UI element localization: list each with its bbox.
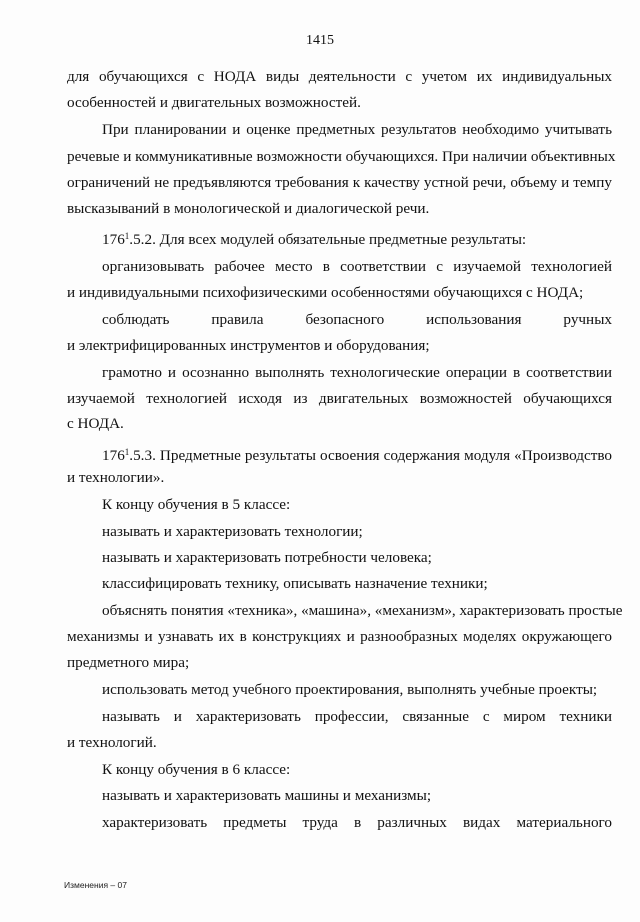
text-line: высказываний в монологической и диалогической речи.	[67, 200, 430, 217]
text-line: и электрифицированных инструментов и оборудования;	[67, 337, 430, 354]
text-line: изучаемой технологией исходя из двигательных возможностей обучающихся	[67, 390, 612, 407]
text-line: При планировании и оценке предметных результатов необходимо учитывать	[102, 121, 612, 138]
text-line: характеризовать предметы труда в различных видах материального	[102, 814, 612, 831]
section-text: .5.2. Для всех модулей обязательные предметные результаты:	[129, 231, 527, 248]
text-line: предметного мира;	[67, 654, 190, 671]
text-line: особенностей и двигательных возможностей.	[67, 94, 361, 111]
section-superscript: 1	[124, 231, 130, 241]
text-line: называть и характеризовать потребности человека;	[102, 549, 432, 566]
text-line: с НОДА.	[67, 415, 124, 432]
text-line: для обучающихся с НОДА виды деятельности с учетом их индивидуальных	[67, 68, 612, 85]
text-line: К концу обучения в 5 классе:	[102, 496, 291, 513]
section-text: .5.3. Предметные результаты освоения содержания модуля «Производство	[129, 447, 612, 464]
text-line: ограничений не предъявляются требования к качеству устной речи, объему и темпу	[67, 174, 612, 191]
text-line: соблюдать правила безопасного использования ручных	[102, 311, 612, 328]
text-line: объяснять понятия «техника», «машина», «механизм», характеризовать простые	[102, 602, 623, 619]
text-line: и технологий.	[67, 734, 157, 751]
text-line: организовывать рабочее место в соответствии с изучаемой технологией	[102, 258, 612, 275]
section-number: 176	[102, 447, 125, 464]
text-line: механизмы и узнавать их в конструкциях и разнообразных моделях окружающего	[67, 628, 612, 645]
section-heading-line	[102, 443, 612, 465]
footer-note: Изменения – 07	[64, 880, 127, 890]
text-line: грамотно и осознанно выполнять технологические операции в соответствии	[102, 364, 612, 381]
page-number: 1415	[306, 33, 334, 48]
section-number: 176	[102, 231, 125, 248]
text-line: называть и характеризовать профессии, связанные с миром техники	[102, 708, 612, 725]
text-line: речевые и коммуникативные возможности обучающихся. При наличии объективных	[67, 148, 616, 165]
text-line: называть и характеризовать технологии;	[102, 523, 363, 540]
section-heading-line	[102, 227, 612, 249]
text-line: К концу обучения в 6 классе:	[102, 761, 291, 778]
text-line: и технологии».	[67, 469, 165, 486]
section-superscript: 1	[124, 447, 130, 457]
text-line: и индивидуальными психофизическими особенностями обучающихся с НОДА;	[67, 284, 584, 301]
text-line: называть и характеризовать машины и механизмы;	[102, 787, 432, 804]
text-line: классифицировать технику, описывать назначение техники;	[102, 575, 488, 592]
text-line: использовать метод учебного проектирования, выполнять учебные проекты;	[102, 681, 598, 698]
